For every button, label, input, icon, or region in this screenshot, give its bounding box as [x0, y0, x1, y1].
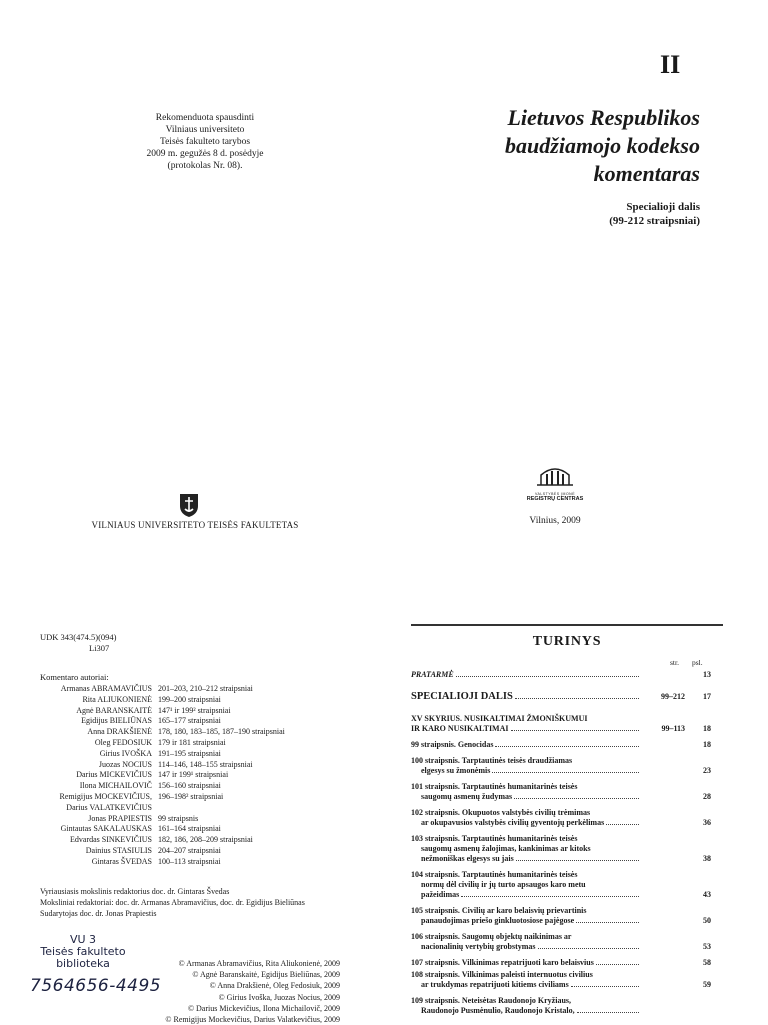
library-stamp	[28, 934, 138, 970]
author-row	[40, 803, 370, 814]
toc-entry-text: saugomų asmenų žudymas	[421, 792, 513, 801]
toc-entry-text: 101 straipsnis. Tarptautinės humanitarinės teisės	[411, 782, 578, 791]
volume-number: II	[660, 50, 681, 79]
toc-entry-text: elgesys su žmonėmis	[421, 766, 491, 775]
editor-line: Vyriausiasis mokslinis redaktorius doc. dr. Gintaras Švedas	[40, 887, 230, 896]
toc-title: TURINYS	[532, 634, 602, 649]
subtitle-line: (99-212 straipsniai)	[609, 215, 700, 227]
author-articles: 165–177 straipsniai	[158, 716, 221, 726]
author-row	[40, 857, 370, 868]
book-subtitle	[520, 200, 700, 228]
copyright-line: © Girius Ivoška, Juozas Nocius, 2009	[218, 992, 340, 1002]
toc-entry-page: 23	[703, 766, 711, 775]
author-row	[40, 749, 370, 760]
toc-entry[interactable]	[411, 970, 711, 990]
author-row	[40, 781, 370, 792]
toc-entry-text: nežmoniškas elgesys su jais	[421, 854, 514, 863]
author-name: Gintautas SAKALAUSKAS	[60, 824, 152, 834]
toc-entry[interactable]	[411, 808, 711, 828]
toc-entry-text: Raudonojo Pusmėnulio, Raudonojo Kristalo,	[421, 1006, 575, 1015]
author-articles: 199–200 straipsniai	[158, 694, 221, 704]
toc-entry-text: XV SKYRIUS. NUSIKALTIMAI ŽMONIŠKUMUI	[411, 714, 588, 723]
toc-entry-text: 99 straipsnis. Genocidas	[411, 740, 494, 749]
editor-line: Moksliniai redaktoriai: doc. dr. Armanas Abramavičius, doc. dr. Egidijus Bieliūnas	[40, 898, 305, 907]
title-line: baudžiamojo kodekso	[505, 133, 700, 158]
toc-entry-text: saugomų asmenų žalojimas, kankinimas ar kitoks	[421, 844, 591, 853]
author-name: Juozas NOCIUS	[98, 759, 152, 769]
toc-entry-text: 109 straipsnis. Neteisėtas Raudonojo Kryžiaus,	[411, 996, 572, 1005]
author-articles: 99 straipsnis	[158, 813, 199, 823]
title-line: komentaras	[593, 161, 700, 186]
rec-line: 2009 m. gegužės 8 d. posėdyje	[146, 149, 264, 159]
toc-entry[interactable]	[411, 670, 711, 680]
author-articles: 178, 180, 183–185, 187–190 straipsniai	[158, 727, 285, 737]
author-articles: 161–164 straipsniai	[158, 824, 221, 834]
toc-entry-text: 100 straipsnis. Tarptautinės teisės draudžiamas	[411, 756, 573, 765]
author-name: Edvardas SINKEVIČIUS	[70, 835, 152, 845]
toc-entry[interactable]	[411, 692, 711, 702]
author-articles: 156–160 straipsniai	[158, 781, 221, 791]
author-row	[40, 738, 370, 749]
toc-entry[interactable]	[411, 906, 711, 926]
editors-block	[40, 886, 360, 919]
rec-line: (protokolas Nr. 08).	[167, 161, 243, 171]
rec-line: Vilniaus universiteto	[165, 125, 245, 135]
author-row	[40, 835, 370, 846]
leader-dots	[515, 697, 639, 699]
toc-entry-text: IR KARO NUSIKALTIMAI	[411, 724, 509, 733]
copyright-line: © Remigijus Mockevičius, Darius Valatkevičius, 2009	[165, 1015, 340, 1025]
leader-dots	[492, 771, 639, 773]
toc-entry[interactable]	[411, 740, 711, 750]
stamp-line: Teisės fakulteto	[40, 945, 126, 958]
leader-dots	[461, 895, 639, 897]
author-name: Darius VALATKEVIČIUS	[66, 802, 152, 812]
toc-entry[interactable]	[411, 870, 711, 900]
toc-entry-text: SPECIALIOJI DALIS	[411, 691, 513, 702]
author-name: Girius IVOŠKA	[99, 748, 152, 758]
author-row	[40, 706, 370, 717]
city-year: Vilnius, 2009	[529, 516, 581, 526]
rec-line: Rekomenduota spausdinti	[155, 113, 255, 123]
toc-entry-page: 43	[703, 890, 711, 899]
registry-building-icon	[535, 465, 575, 487]
toc-entry-text: pažeidimas	[421, 890, 460, 899]
leader-dots	[577, 1011, 639, 1013]
leader-dots	[495, 745, 639, 747]
toc-entry-page: 53	[703, 942, 711, 951]
author-articles: 100–113 straipsniai	[158, 856, 221, 866]
author-name: Rita ALIUKONIENĖ	[82, 694, 152, 704]
author-name: Oleg FEDOSIUK	[94, 737, 152, 747]
subtitle-line: Specialioji dalis	[626, 201, 700, 213]
toc-entry[interactable]	[411, 996, 711, 1016]
author-row	[40, 716, 370, 727]
author-name: Egidijus BIELIŪNAS	[81, 716, 152, 726]
toc-entry-text: 105 straipsnis. Civilių ar karo belaisvių prievartinis	[411, 906, 587, 915]
leader-dots	[606, 823, 639, 825]
author-row	[40, 792, 370, 803]
toc-entry-page: 59	[703, 980, 711, 989]
toc-entry-text: 102 straipsnis. Okupuotos valstybės civilių trėmimas	[411, 808, 591, 817]
toc-entry-text: 104 straipsnis. Tarptautinės humanitarinės teisės	[411, 870, 578, 879]
author-name: Remigijus MOCKEVIČIUS,	[59, 791, 152, 801]
university-crest-icon	[178, 492, 200, 523]
author-row	[40, 760, 370, 771]
copyright-block	[150, 958, 340, 1025]
udk-line: Li307	[89, 643, 110, 653]
stamp-line: biblioteka	[56, 957, 110, 970]
authors-list	[40, 684, 370, 868]
leader-dots	[514, 797, 639, 799]
col-str: str.	[670, 658, 679, 667]
leader-dots	[576, 921, 639, 923]
author-row	[40, 846, 370, 857]
leader-dots	[571, 985, 639, 987]
recommendation-note	[100, 112, 310, 172]
toc-entry-articles: 99–113	[661, 724, 685, 733]
book-title	[420, 104, 700, 188]
toc-entry-page: 36	[703, 818, 711, 827]
copyright-line: © Agnė Baranskaitė, Egidijus Bieliūnas, 2009	[192, 970, 340, 980]
author-name: Ilona MICHAILOVIČ	[79, 781, 152, 791]
toc-entry-page: 13	[703, 670, 711, 679]
author-row	[40, 727, 370, 738]
author-articles: 182, 186, 208–209 straipsniai	[158, 835, 253, 845]
author-articles: 204–207 straipsniai	[158, 845, 221, 855]
toc-entry-text: normų dėl civilių ir jų turto apsaugos karo metu	[421, 880, 586, 889]
author-row	[40, 814, 370, 825]
toc-entry[interactable]	[411, 932, 711, 952]
stamp-line: VU 3	[69, 933, 97, 946]
rec-line: Teisės fakulteto tarybos	[159, 137, 251, 147]
author-articles: 147¹ ir 199² straipsniai	[158, 705, 231, 715]
toc-entry-text: 106 straipsnis. Saugomų objektų naikinimas ar	[411, 932, 572, 941]
leader-dots	[511, 729, 640, 731]
publisher-name: VILNIAUS UNIVERSITETO TEISĖS FAKULTETAS	[91, 520, 299, 530]
leader-dots	[516, 859, 639, 861]
handwritten-inventory-number: 7564656-4495	[30, 976, 162, 996]
toc-entry-page: 58	[703, 958, 711, 967]
toc-entry[interactable]	[411, 958, 711, 968]
toc-entry-page: 38	[703, 854, 711, 863]
author-row	[40, 824, 370, 835]
author-name: Armanas ABRAMAVIČIUS	[60, 684, 152, 693]
author-articles: 114–146, 148–155 straipsniai	[158, 759, 253, 769]
title-line: Lietuvos Respublikos	[507, 105, 700, 130]
registry-name: REGISTRŲ CENTRAS	[526, 496, 584, 502]
toc-entry-page: 28	[703, 792, 711, 801]
registry-small-text: VALSTYBĖS ĮMONĖ	[534, 492, 576, 496]
authors-label: Komentaro autoriai:	[40, 672, 109, 682]
author-articles: 179 ir 181 straipsniai	[158, 737, 226, 747]
toc-entry[interactable]	[411, 756, 711, 776]
registry-logo	[520, 465, 590, 502]
toc-entry-text: nacionalinių vertybių grobstymas	[421, 942, 536, 951]
toc-entry[interactable]	[411, 782, 711, 802]
toc-entry-page: 18	[703, 724, 711, 733]
toc-entry-page: 18	[703, 740, 711, 749]
author-name: Anna DRAKŠIENĖ	[87, 727, 152, 737]
toc-entry[interactable]	[411, 714, 711, 734]
toc-entry-text: panaudojimas priešo ginkluotosiose pajėgose	[421, 916, 575, 925]
udk-line: UDK 343(474.5)(094)	[40, 632, 117, 642]
toc-divider	[411, 624, 723, 626]
author-name: Gintaras ŠVEDAS	[91, 856, 152, 866]
toc-entry-text: 103 straipsnis. Tarptautinės humanitarinės teisės	[411, 834, 578, 843]
author-articles: 147 ir 199¹ straipsniai	[158, 770, 229, 780]
toc-entry-text: PRATARMĖ	[411, 670, 454, 679]
author-name: Agnė BARANSKAITĖ	[76, 705, 152, 715]
author-row	[40, 695, 370, 706]
author-name: Dainius STASIULIS	[85, 845, 152, 855]
leader-dots	[456, 675, 639, 677]
leader-dots	[596, 963, 639, 965]
leader-dots	[538, 947, 639, 949]
toc-entry[interactable]	[411, 834, 711, 864]
author-articles: 191–195 straipsniai	[158, 748, 221, 758]
author-articles: 201–203, 210–212 straipsniai	[158, 684, 253, 693]
author-name: Darius MICKEVIČIUS	[76, 770, 152, 780]
toc-entry-page: 17	[703, 692, 711, 701]
copyright-line: © Anna Drakšienė, Oleg Fedosiuk, 2009	[209, 981, 340, 991]
toc-entry-text: ar trukdymas repatrijuoti kitiems civiliams	[421, 980, 569, 989]
copyright-line: © Armanas Abramavičius, Rita Aliukonienė, 2009	[178, 959, 340, 968]
udk-code	[40, 632, 117, 654]
author-row	[40, 684, 370, 695]
col-psl: psl.	[692, 658, 703, 667]
toc-entry-text: 107 straipsnis. Vilkinimas repatrijuoti karo belaisvius	[411, 958, 594, 967]
author-row	[40, 770, 370, 781]
author-articles: 196–198² straipsniai	[158, 791, 224, 801]
toc-entry-text: 108 straipsnis. Vilkinimas paleisti internuotus civilius	[411, 970, 593, 979]
author-name: Jonas PRAPIESTIS	[88, 813, 152, 823]
toc-entry-page: 50	[703, 916, 711, 925]
copyright-line: © Darius Mickevičius, Ilona Michailovič, 2009	[187, 1003, 340, 1013]
toc-entry-text: ar okupavusios valstybės civilių gyventojų perkėlimas	[421, 818, 605, 827]
editor-line: Sudarytojas doc. dr. Jonas Prapiestis	[40, 909, 157, 918]
toc-entry-articles: 99–212	[661, 692, 685, 701]
